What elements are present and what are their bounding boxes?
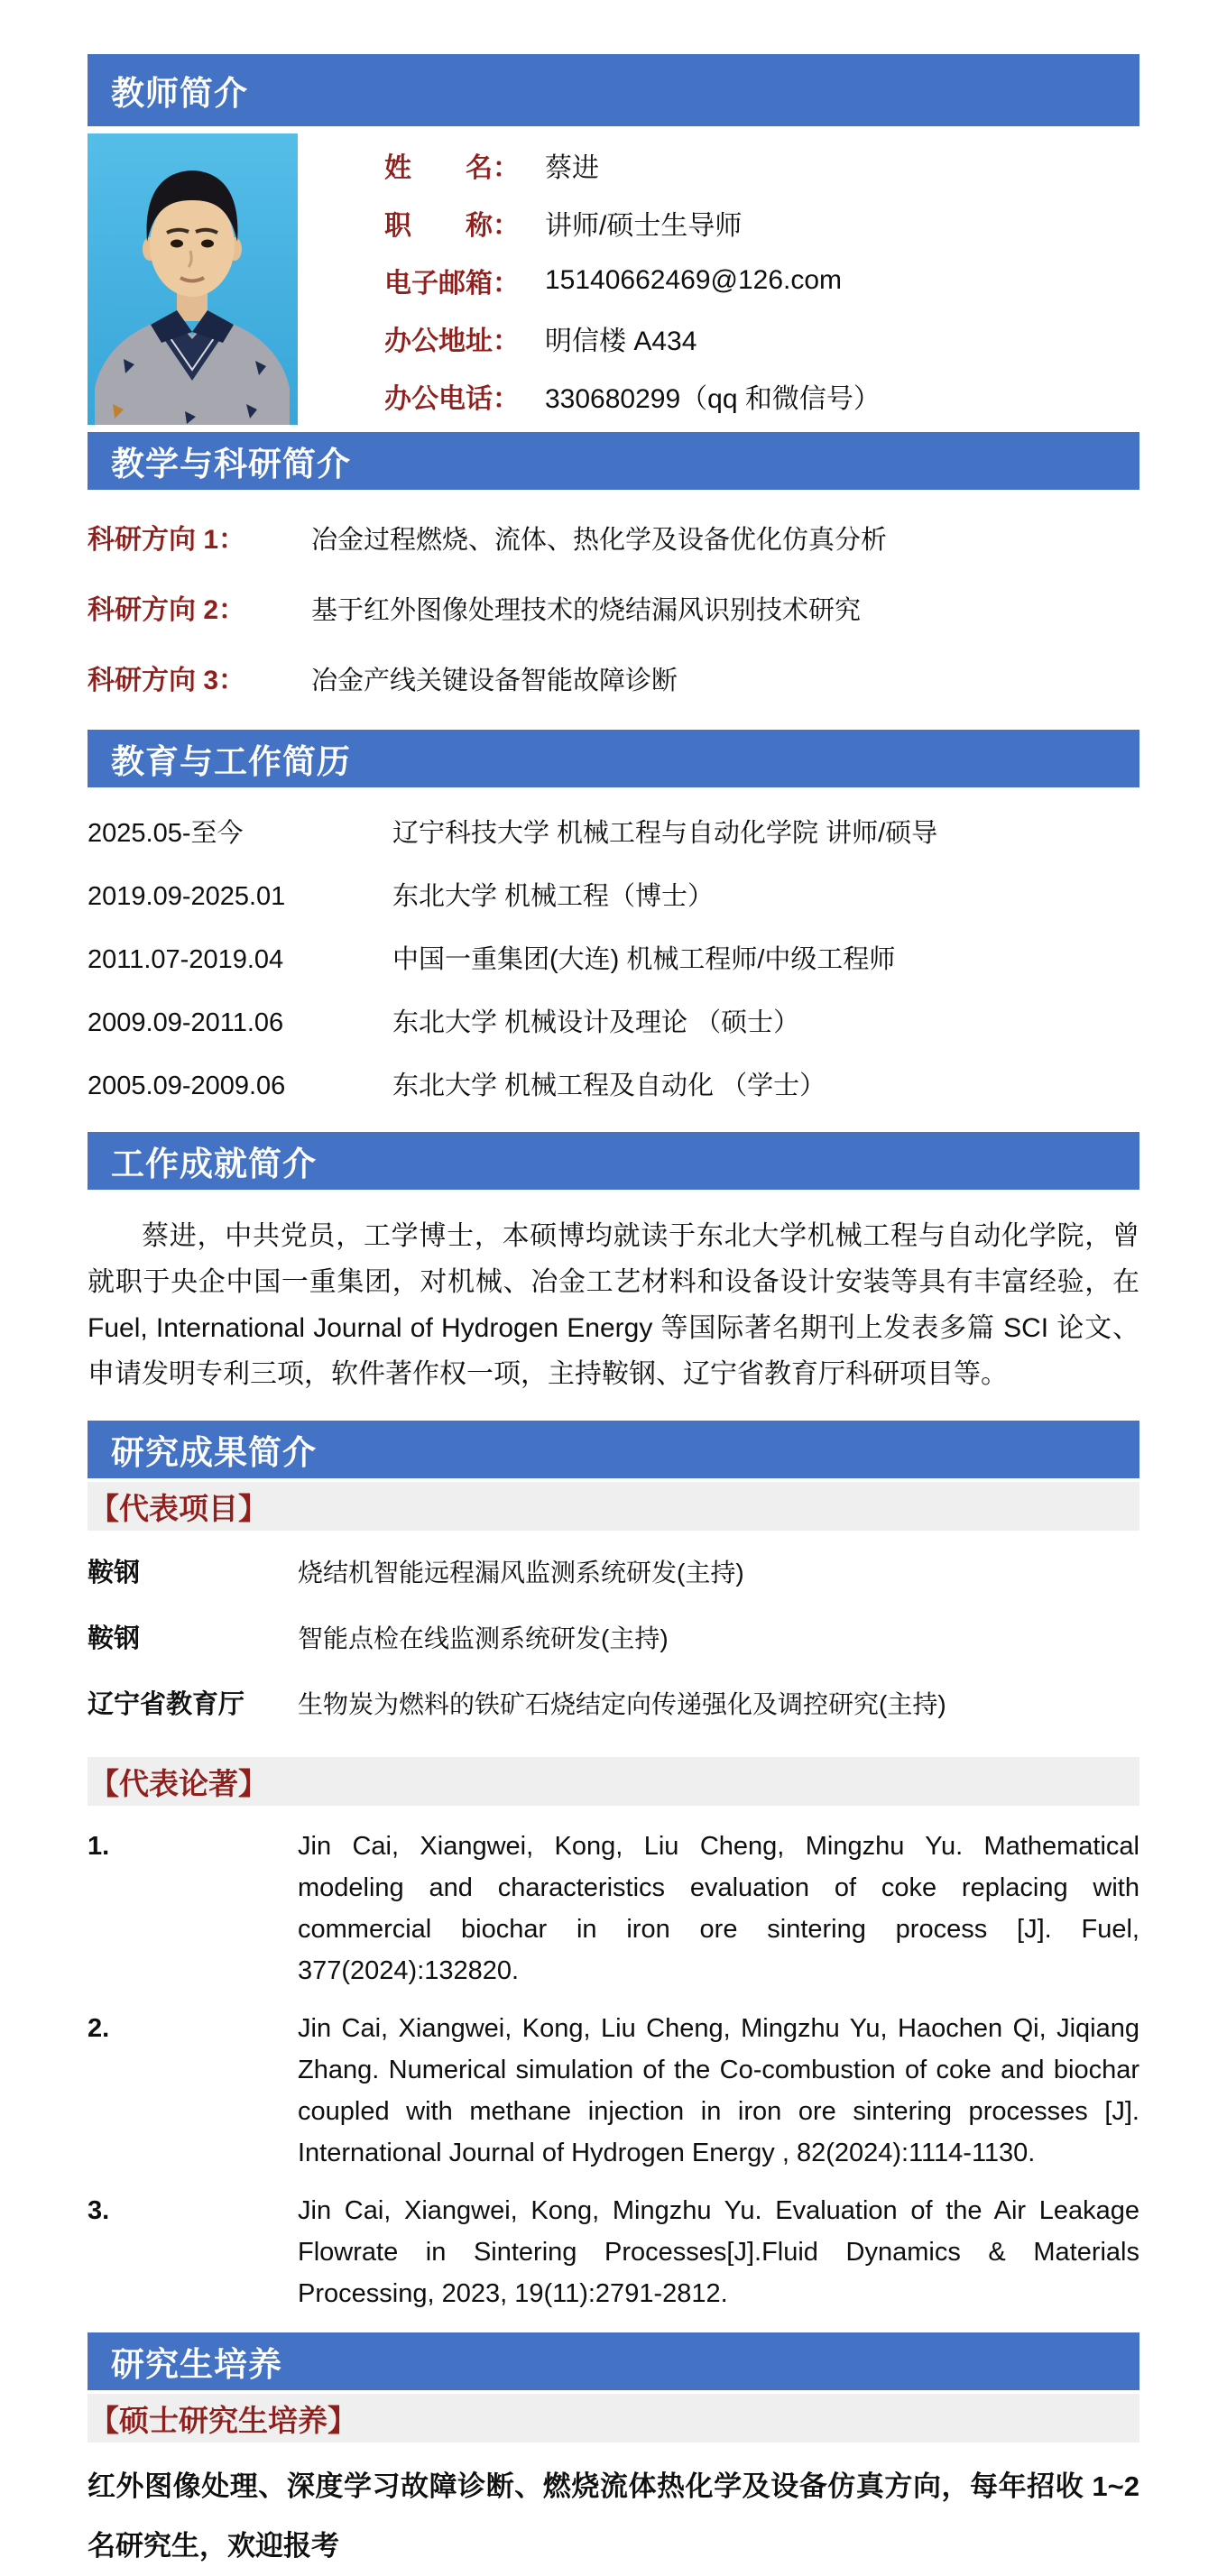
project-funder: 辽宁省教育厅 (88, 1690, 245, 1719)
field-name (384, 136, 881, 194)
field-office-phone (384, 367, 881, 425)
section-title: 教育与工作简历 (111, 743, 351, 780)
research-direction-3 (88, 658, 1139, 697)
section-header-achievements (88, 1132, 1139, 1190)
publication-citation: Jin Cai, Xiangwei, Kong, Mingzhu Yu. Evaluation of the Air Leakage Flowrate in Sintering Processes[J].Fluid Dynamics & Materials Processing, 2023, 19(11):2791-2812. (298, 2196, 1139, 2308)
section-header-teaching-research (88, 432, 1139, 490)
section-header-research-outputs (88, 1421, 1139, 1478)
section-title: 教学与科研简介 (111, 446, 351, 483)
section-title: 工作成就简介 (111, 1145, 317, 1182)
graduate-training-text: 红外图像处理、深度学习故障诊断、燃烧流体热化学及设备仿真方向，每年招收 1~2 名研究生，欢迎报考 (88, 2470, 1139, 2562)
section-title: 教师简介 (111, 75, 248, 112)
publication-citation: Jin Cai, Xiangwei, Kong, Liu Cheng, Mingzhu Yu. Mathematical modeling and characteristics evaluation of coke replacing with commercial biochar in iron ore sintering process [J]. Fuel, 377(2024):132820. (298, 1832, 1139, 1985)
project-title: 智能点检在线监测系统研发(主持) (298, 1624, 669, 1652)
field-title (384, 194, 881, 252)
field-name-value: 蔡进 (545, 153, 599, 183)
career-entry (88, 813, 1139, 850)
career-entry (88, 876, 1139, 913)
field-office-address (384, 309, 881, 367)
field-office-address-label: 办公地址： (384, 327, 520, 356)
field-email (384, 252, 881, 309)
direction-label: 科研方向 2： (88, 595, 246, 625)
research-direction-1 (88, 517, 1139, 557)
project-title: 生物炭为燃料的铁矿石烧结定向传递强化及调控研究(主持) (298, 1690, 946, 1718)
subsection-header-master-training (88, 2394, 1139, 2443)
direction-label: 科研方向 1： (88, 525, 246, 555)
publication-number: 3. (88, 2196, 110, 2225)
subsection-title: 【代表项目】 (89, 1491, 268, 1525)
career-entry (88, 1065, 1139, 1102)
projects-list (88, 1531, 1139, 1753)
field-office-phone-label: 办公电话： (384, 384, 520, 414)
project-row (88, 1552, 1139, 1589)
publication-row (88, 1826, 1139, 1992)
entry-period: 2009.09-2011.06 (88, 1008, 284, 1037)
entry-detail: 东北大学 机械设计及理论 （硕士） (392, 1008, 800, 1037)
subsection-title: 【硕士研究生培养】 (89, 2403, 357, 2437)
entry-period: 2019.09-2025.01 (88, 882, 286, 911)
direction-text: 冶金过程燃烧、流体、热化学及设备优化仿真分析 (311, 526, 888, 555)
entry-detail: 辽宁科技大学 机械工程与自动化学院 讲师/硕导 (392, 819, 938, 848)
section-title: 研究成果简介 (111, 1434, 317, 1471)
project-funder: 鞍钢 (88, 1624, 141, 1653)
field-email-value: 15140662469@126.com (545, 265, 843, 295)
subsection-header-projects (88, 1482, 1139, 1531)
profile-photo (88, 133, 298, 425)
section-title: 研究生培养 (111, 2346, 282, 2383)
entry-period: 2011.07-2019.04 (88, 945, 284, 974)
profile-fields (384, 133, 881, 425)
subsection-header-publications (88, 1757, 1139, 1806)
education-career-list (88, 787, 1139, 1132)
publication-number: 2. (88, 2014, 110, 2043)
field-name-label: 姓 名： (384, 153, 520, 183)
research-direction-2 (88, 587, 1139, 627)
field-title-value: 讲师/硕士生导师 (545, 211, 743, 241)
field-office-phone-value: 330680299（qq 和微信号） (545, 384, 881, 414)
research-directions (88, 490, 1139, 730)
section-header-education-career (88, 730, 1139, 787)
section-header-graduate-training (88, 2332, 1139, 2390)
subsection-title: 【代表论著】 (89, 1766, 268, 1800)
field-email-label: 电子邮箱： (384, 269, 520, 299)
entry-period: 2005.09-2009.06 (88, 1072, 286, 1100)
direction-label: 科研方向 3： (88, 666, 246, 695)
entry-detail: 中国一重集团(大连) 机械工程师/中级工程师 (392, 945, 896, 974)
publication-citation: Jin Cai, Xiangwei, Kong, Liu Cheng, Mingzhu Yu, Haochen Qi, Jiqiang Zhang. Numerical simulation of the Co-combustion of coke and biochar coupled with methane injection in iron ore sintering processes [J]. International Journal of Hydrogen Energy , 82(2024):1114-1130. (298, 2014, 1139, 2167)
section-header-teacher-profile (88, 54, 1139, 126)
field-office-address-value: 明信楼 A434 (545, 327, 697, 356)
entry-detail: 东北大学 机械工程（博士） (392, 882, 715, 911)
project-funder: 鞍钢 (88, 1559, 141, 1587)
publication-row (88, 2008, 1139, 2174)
achievements-paragraph: 蔡进，中共党员，工学博士，本硕博均就读于东北大学机械工程与自动化学院，曾就职于央企中国一重集团，对机械、冶金工艺材料和设备设计安装等具有丰富经验，在 Fuel, International Journal of Hydrogen Energy 等国际著名期刊上发表多篇 SCI 论文、申请发明专利三项，软件著作权一项，主持鞍钢、辽宁省教育厅科研项目等。 (88, 1221, 1139, 1389)
faculty-profile-page (88, 0, 1139, 2576)
project-row (88, 1618, 1139, 1655)
profile-block (88, 133, 1139, 425)
career-entry (88, 939, 1139, 976)
entry-detail: 东北大学 机械工程及自动化 （学士） (392, 1072, 826, 1100)
publication-row (88, 2190, 1139, 2314)
career-entry (88, 1002, 1139, 1039)
project-row (88, 1684, 1139, 1721)
direction-text: 冶金产线关键设备智能故障诊断 (311, 667, 678, 695)
project-title: 烧结机智能远程漏风监测系统研发(主持) (298, 1559, 744, 1587)
direction-text: 基于红外图像处理技术的烧结漏风识别技术研究 (311, 596, 862, 625)
publications-list (88, 1806, 1139, 2332)
entry-period: 2025.05-至今 (88, 819, 244, 848)
field-title-label: 职 称： (384, 211, 520, 241)
publication-number: 1. (88, 1832, 110, 1861)
